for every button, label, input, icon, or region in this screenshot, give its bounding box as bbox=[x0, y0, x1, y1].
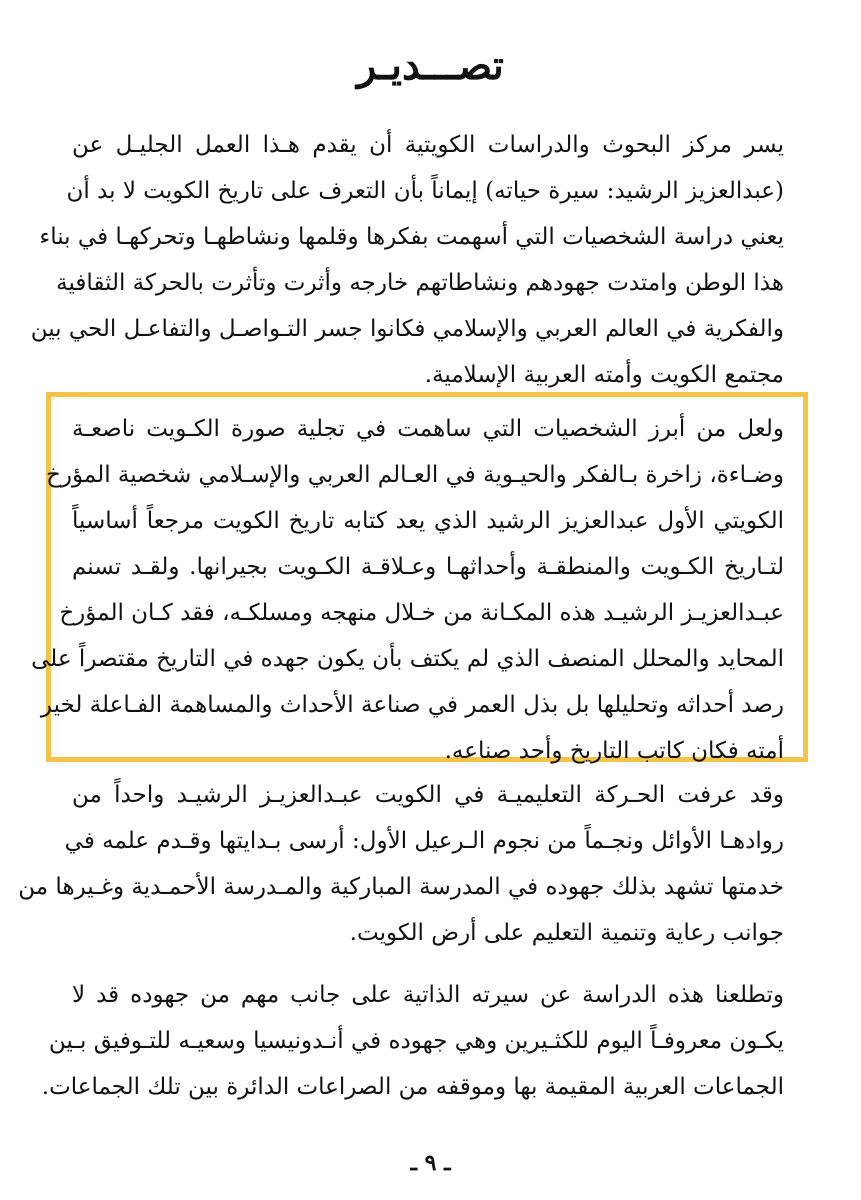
paragraph-line: أمته فكان كاتب التاريخ وأحد صناعه. bbox=[444, 738, 784, 764]
paragraph-line: لتـاريخ الكـويت والمنطقـة وأحداثهـا وعـلاقـة الكـويت بجيرانها. ولقـد تسنم bbox=[72, 554, 784, 580]
paragraph-line: خدمتها تشهد بذلك جهوده في المدرسة المباركية والمـدرسة الأحمـدية وغـيرها من bbox=[18, 874, 784, 900]
paragraph-line: يكـون معروفـاً اليوم للكثـيرين وهي جهوده في أنـدونيسيا وسعيـه للتـوفيق بـين bbox=[48, 1028, 784, 1054]
paragraph-line: روادهـا الأوائل ونجـماً من نجوم الـرعيل الأول: أرسى بـدايتها وقـدم علمه في bbox=[64, 828, 784, 854]
paragraph-line: وقد عرفت الحـركة التعليميـة في الكويت عبـدالعزيـز الرشيـد واحداً من bbox=[72, 782, 784, 808]
paragraph-line: ولعل من أبرز الشخصيات التي ساهمت في تجلية صورة الكـويت ناصعـة bbox=[72, 416, 784, 442]
paragraph-education bbox=[18, 772, 784, 956]
paragraph-line: وضـاءة، زاخرة بـالفكر والحيـوية في العـالم العربي والإسـلامي شخصية المؤرخ bbox=[46, 462, 784, 488]
paragraph-line: عبـدالعزيـز الرشيـد هذه المكـانة من خـلال منهجه ومسلكـه، فقد كـان المؤرخ bbox=[59, 600, 784, 626]
paragraph-line: الجماعات العربية المقيمة بها وموقفه من الصراعات الدائرة بين تلك الجماعات. bbox=[41, 1074, 784, 1100]
paragraph-line: والفكرية في العالم العربي والإسلامي فكانوا جسر التـواصـل والتفاعـل الحي بين bbox=[30, 316, 784, 342]
paragraph-line: (عبدالعزيز الرشيد: سيرة حياته) إيماناً بأن التعرف على تاريخ الكويت لا بد أن bbox=[66, 178, 784, 204]
paragraph-line: المحايد والمحلل المنصف الذي لم يكتف بأن يكون جهده في التاريخ مقتصراً على bbox=[31, 646, 784, 672]
paragraph-highlighted bbox=[31, 406, 784, 774]
paragraph-line: هذا الوطن وامتدت جهودهم ونشاطاتهم خارجه وأثرت وتأثرت بالحركة الثقافية bbox=[56, 270, 784, 296]
page-number: ـ ٩ ـ bbox=[410, 1150, 451, 1176]
paragraph-intro bbox=[30, 122, 784, 398]
paragraph-line: الكويتي الأول عبدالعزيز الرشيد الذي يعد كتابه تاريخ الكويت مرجعاً أساسياً bbox=[72, 508, 784, 534]
paragraph-line: مجتمع الكويت وأمته العربية الإسلامية. bbox=[424, 362, 784, 388]
paragraph-line: يعني دراسة الشخصيات التي أسهمت بفكرها وقلمها ونشاطهـا وتحركهـا في بناء bbox=[39, 224, 784, 250]
paragraph-line: رصد أحداثه وتحليلها بل بذل العمر في صناعة الأحداث والمساهمة الفـاعلة لخير bbox=[40, 692, 784, 718]
page-title: تصـــديـر bbox=[357, 42, 504, 89]
paragraph-line: وتطلعنا هذه الدراسة عن سيرته الذاتية على جانب مهم من جهوده قد لا bbox=[72, 982, 784, 1008]
paragraph-indonesia bbox=[41, 972, 784, 1110]
paragraph-line: يسر مركز البحوث والدراسات الكويتية أن يقدم هـذا العمل الجليـل عن bbox=[72, 132, 784, 158]
paragraph-line: جوانب رعاية وتنمية التعليم على أرض الكويت. bbox=[349, 920, 784, 946]
